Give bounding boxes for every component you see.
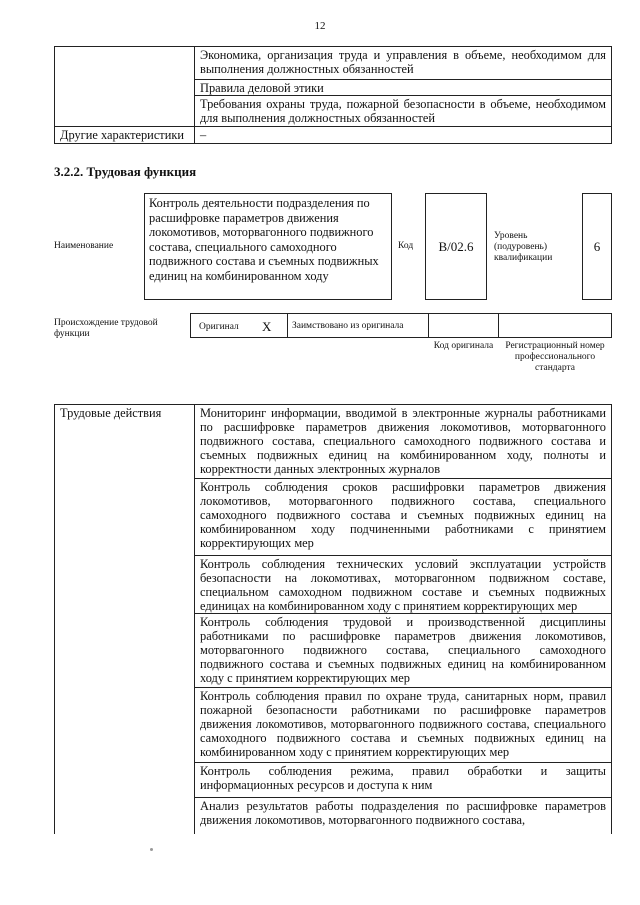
code-caption: Код оригинала bbox=[433, 341, 494, 351]
labor-action-item: Контроль соблюдения режима, правил обработки и защиты информационных ресурсов и доступа к ним bbox=[194, 762, 612, 798]
section-title: 3.2.2. Трудовая функция bbox=[54, 164, 197, 179]
level-label: Уровень (подуровень) квалификации bbox=[494, 231, 553, 263]
name-label: Наименование bbox=[54, 241, 114, 251]
labor-action-item: Контроль соблюдения правил по охране труда, санитарных норм, правил пожарной безопасности работниками по расшифровке параметров движения локомотивов, моторвагонного подвижного состава, специального самоходного подвижного состава и съемных подвижных единиц на комбинированном ходу с принятием корректирующих мер bbox=[194, 687, 612, 763]
original-label: Оригинал bbox=[199, 322, 239, 332]
page-number: 12 bbox=[314, 20, 326, 32]
borrowed-label: Заимствовано из оригинала bbox=[292, 321, 404, 331]
registration-number-cell bbox=[498, 313, 612, 338]
knowledge-item: Требования охраны труда, пожарной безопасности в объеме, необходимом для выполнения должностных обязанностей bbox=[194, 95, 612, 127]
original-code-cell bbox=[428, 313, 499, 338]
scan-speck bbox=[150, 848, 153, 851]
labor-actions-label: Трудовые действия bbox=[54, 404, 195, 834]
top-table-left-cell bbox=[54, 46, 195, 127]
knowledge-item: Экономика, организация труда и управления в объеме, необходимом для выполнения должностных обязанностей bbox=[194, 46, 612, 80]
borrowed-cell bbox=[287, 313, 429, 338]
labor-action-item: Контроль соблюдения трудовой и производственной дисциплины работниками по расшифровке параметров движения локомотивов, моторвагонного подвижного состава, специального самоходного подвижного состава и съемных подвижных единиц на комбинированном ходу с принятием корректирующих мер bbox=[194, 613, 612, 688]
original-mark: X bbox=[262, 319, 272, 334]
labor-action-item: Мониторинг информации, вводимой в электронные журналы работниками по расшифровке параметров движения локомотивов, моторвагонного подвижного состава, специального самоходного подвижного состава и съемных подвижных единиц на комбинированном ходу, полноты и корректности данных электронных журналов bbox=[194, 404, 612, 479]
code-label: Код bbox=[398, 241, 414, 251]
registration-caption: Регистрационный номер профессионального стандарта bbox=[505, 341, 605, 373]
knowledge-item: Правила деловой этики bbox=[194, 79, 612, 96]
labor-action-item: Анализ результатов работы подразделения по расшифровке параметров движения локомотивов, моторвагонного подвижного состава, bbox=[194, 797, 612, 834]
original-cell bbox=[190, 313, 288, 338]
function-name-box: Контроль деятельности подразделения по расшифровке параметров движения локомотивов, моторвагонного подвижного состава, специального самоходного подвижного состава и съемных подвижных единиц на комбинированном ходу bbox=[144, 193, 392, 300]
origin-label: Происхождение трудовой функции bbox=[54, 318, 158, 339]
other-characteristics-value: – bbox=[194, 126, 612, 144]
code-value-box: В/02.6 bbox=[425, 193, 487, 300]
other-characteristics-label: Другие характеристики bbox=[54, 126, 195, 144]
level-value-box: 6 bbox=[582, 193, 612, 300]
labor-action-item: Контроль соблюдения технических условий эксплуатации устройств безопасности на локомотивах, моторвагонном подвижном составе, специальном самоходном подвижном составе и съемных подвижных единицах на комбинированном ходу с принятием корректирующих мер bbox=[194, 555, 612, 614]
labor-action-item: Контроль соблюдения сроков расшифровки параметров движения локомотивов, моторвагонного подвижного состава, специального самоходного подвижного состава и съемных подвижных единиц на комбинированном ходу подчиненными работниками с принятием корректирующих мер bbox=[194, 478, 612, 556]
